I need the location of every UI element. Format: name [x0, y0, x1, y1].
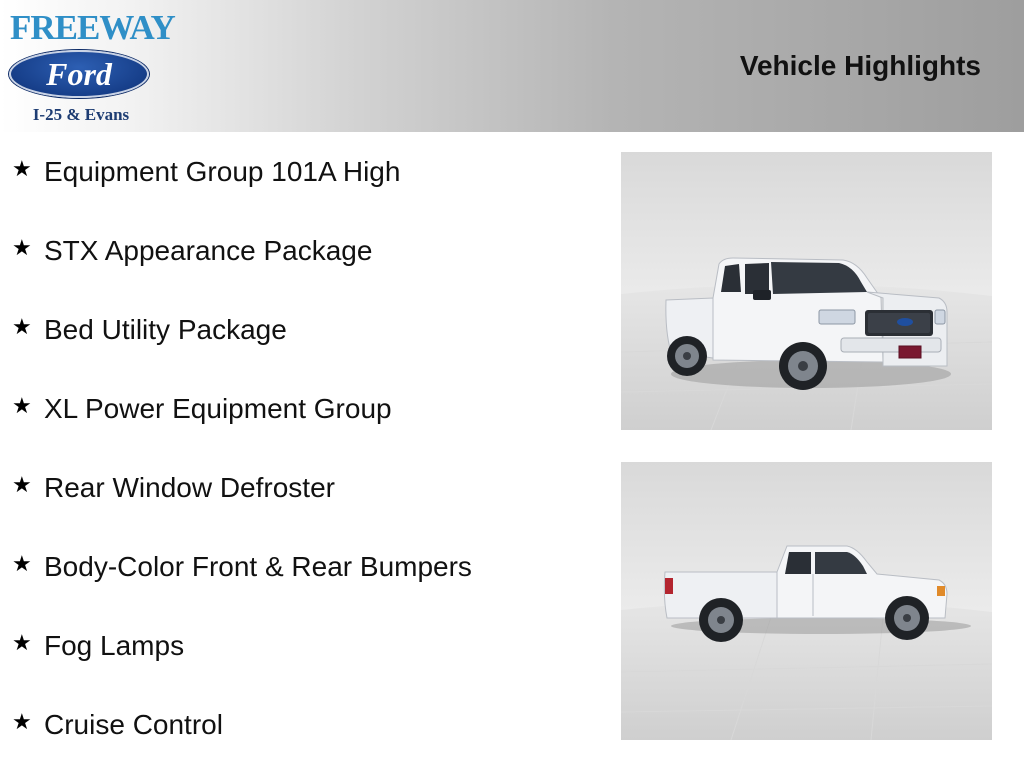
feature-label: Bed Utility Package [44, 314, 287, 345]
truck-front-image [621, 152, 992, 430]
logo-location-text: I-25 & Evans [32, 105, 130, 124]
header-banner [0, 0, 1024, 132]
star-icon: ★ [12, 157, 32, 182]
feature-label: XL Power Equipment Group [44, 393, 392, 424]
feature-item [12, 229, 592, 308]
star-icon: ★ [12, 552, 32, 577]
feature-label: Equipment Group 101A High [44, 156, 401, 187]
page-title: Vehicle Highlights [739, 50, 981, 81]
feature-label: Fog Lamps [44, 630, 185, 661]
feature-item [12, 387, 592, 466]
star-icon: ★ [12, 631, 32, 656]
feature-item [12, 703, 592, 782]
logo-freeway-text: FREEWAY [10, 8, 175, 47]
feature-item [12, 545, 592, 624]
dealer-logo[interactable] [6, 4, 175, 128]
star-icon: ★ [12, 710, 32, 735]
star-icon: ★ [12, 315, 32, 340]
star-icon: ★ [12, 394, 32, 419]
truck-side-image [621, 462, 992, 740]
ford-oval-logo [9, 50, 149, 98]
feature-label: STX Appearance Package [44, 235, 373, 266]
vehicle-photo-front[interactable] [621, 152, 992, 430]
feature-list [12, 150, 592, 782]
star-icon: ★ [12, 473, 32, 498]
feature-label: Rear Window Defroster [44, 472, 335, 503]
feature-label: Body-Color Front & Rear Bumpers [44, 551, 472, 582]
feature-item [12, 308, 592, 387]
feature-item [12, 466, 592, 545]
ford-oval-text: Ford [46, 56, 112, 92]
star-icon: ★ [12, 236, 32, 261]
vehicle-photo-side[interactable] [621, 462, 992, 740]
feature-item [12, 624, 592, 703]
feature-item [12, 150, 592, 229]
feature-label: Cruise Control [44, 709, 223, 740]
